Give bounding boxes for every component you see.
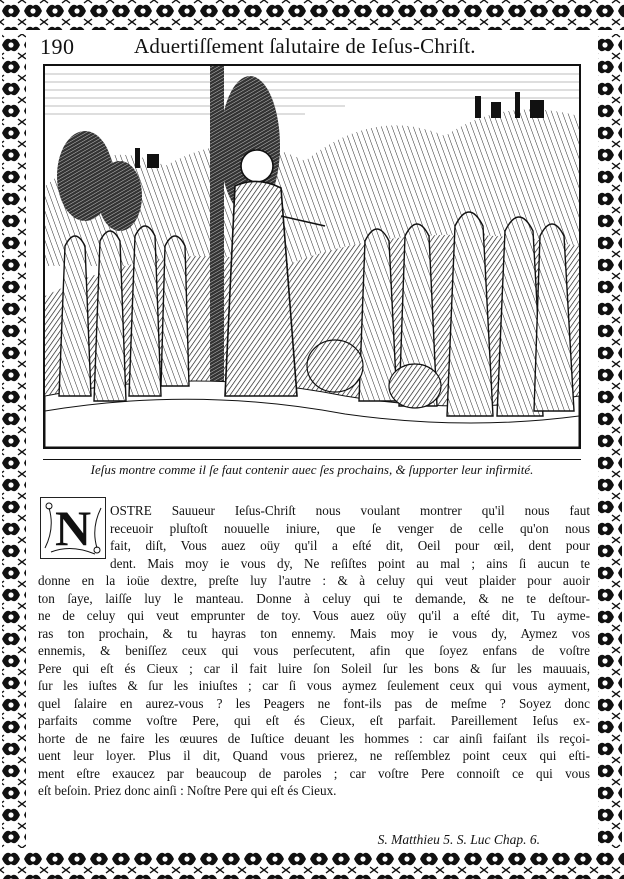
running-title: Aduertiſſement ſalutaire de Ieſus-Chriſt. [134, 34, 476, 58]
text-line: dent. Mais moy ie vous dy, Ne reſiſtes point au mal ; ains ſi aucun te [110, 555, 590, 571]
text-line: horte de ne faire les œuures de Iuſtice deuant les hommes : car ainſi faiſant ils reçoi- [38, 730, 590, 746]
page-number: 190 [40, 34, 75, 59]
text-line: fait, diſt, Vous auez oüy qu'il a eſté dit, Oeil pour œil, dent pour [110, 538, 590, 553]
text-line: ton ſaye, laiſſe luy le manteau. Donne à celuy qui te demande, & ne te deſtour- [38, 590, 590, 606]
text-line: uent leur loyer. Plus il dit, Quand vous prierez, ne reſſemblez point ceux qui eſti- [38, 748, 590, 763]
ornamental-border-right [594, 34, 624, 848]
woodcut-illustration [43, 64, 581, 449]
text-line: donne en la ioüe dextre, preſte luy l'autre : & à celuy qui veut plaider pour auoir [38, 573, 590, 588]
text-line: OSTRE Sauueur Ieſus-Chriſt nous voulant montrer qu'il nous faut [110, 503, 590, 518]
text-line: ne de celuy qui veut emprunter de toy. Vous auez oüy qu'il a eſté dit, Tu ayme- [38, 608, 590, 623]
text-line: eſt beſoin. Priez donc ainſi : Noſtre Pere qui eſt és Cieux. [38, 783, 337, 798]
ornamental-border-top [0, 0, 624, 34]
text-line: parfaits comme voſtre Pere, qui eſt és Cieux, eſt parfait. Pareillement Ieſus ex- [38, 713, 590, 728]
caption-rule [43, 459, 581, 460]
page-header [30, 34, 594, 64]
body-text [38, 502, 590, 800]
ornamental-border-left [0, 34, 30, 848]
text-line: ſur les iuſtes & ſur les iniuſtes ; car ſi vous aymez ſeulement ceux qui vous ayment, [38, 678, 590, 693]
drop-cap-letter: N [54, 500, 92, 556]
text-line: ennemis, & beniſſez ceux qui vous perſecutent, afin que ſoyez enfans de voſtre [38, 643, 590, 658]
scripture-reference: S. Matthieu 5. S. Luc Chap. 6. [377, 832, 540, 847]
woodcut-sermon-illustration-icon [45, 66, 579, 447]
text-line: ras ton prochain, & tu hayras ton ennemy. Mais moy ie vous dy, Aymez vos [38, 625, 590, 641]
text-line: ment eſtre exaucez par beaucoup de paroles ; car voſtre Pere connoiſt ce qui vous [38, 765, 590, 781]
illustration-caption: Ieſus montre comme il ſe faut contenir auec ſes prochains, & ſupporter leur infirmité. [90, 462, 534, 477]
text-line: quel ſalaire en aurez-vous ? les Peagers ne font-ils pas de meſme ? Soyez donc [38, 695, 590, 711]
text-line: receuoir pluſtoſt nouuelle iniure, que ſe venger de celle qu'on nous [110, 520, 590, 536]
ornamental-border-bottom [0, 848, 624, 879]
text-line: Pere qui eſt és Cieux ; car il fait luire ſon Soleil ſur les bons & ſur les mauuais, [38, 660, 590, 676]
